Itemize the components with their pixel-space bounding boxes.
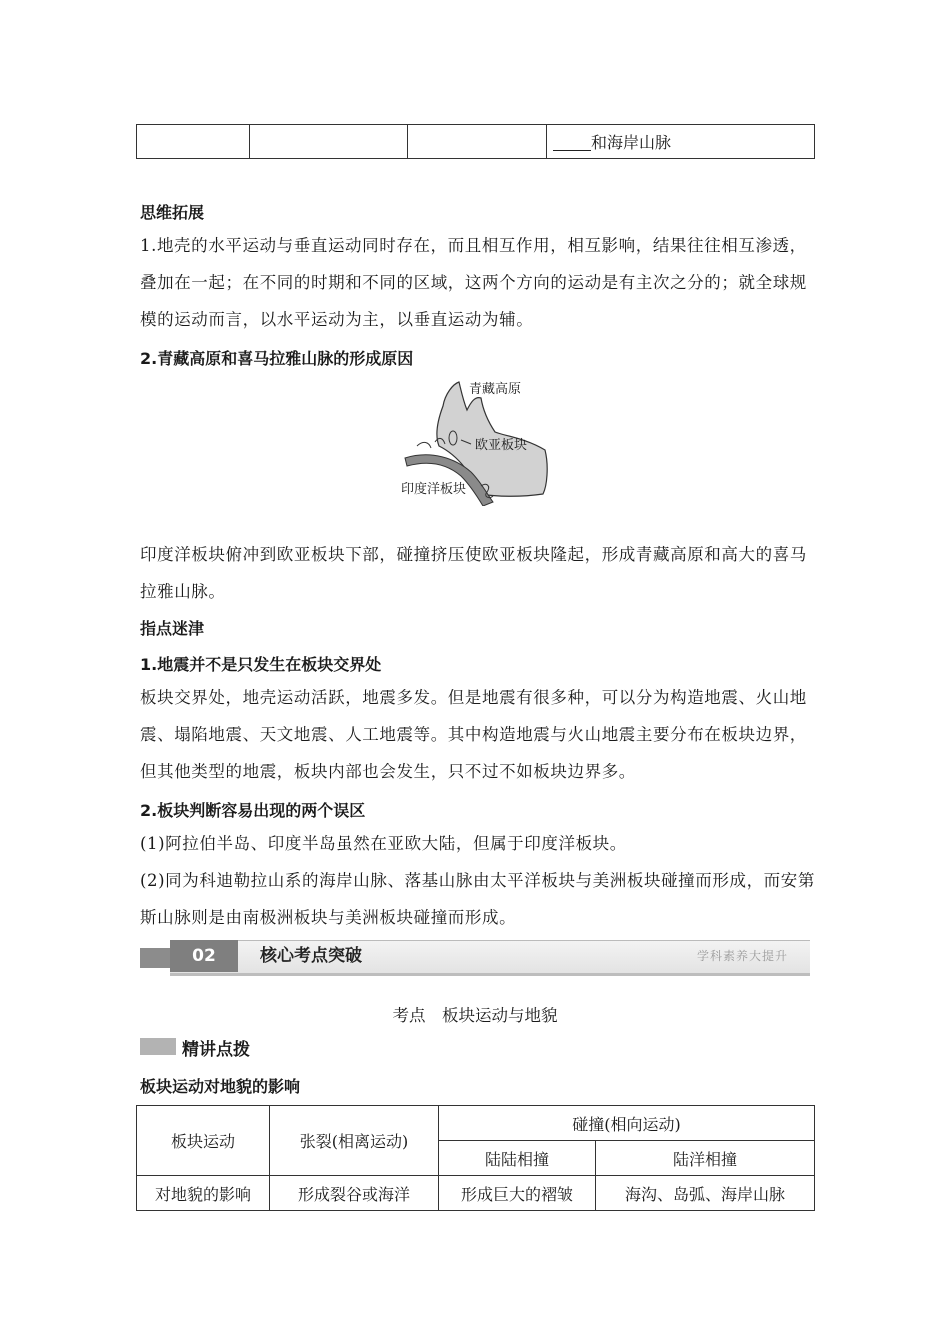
label-indian-plate: 印度洋板块 — [401, 482, 467, 497]
tips-paragraph-1: 板块交界处，地壳运动活跃，地震多发。但是地震有很多种，可以分为构造地震、火山地震、塌陷地震、天文地震、人工地震等。其中构造地震与火山地震主要分布在板块边界，但其他类型的地震，板块内部也会发生，只不过不如板块边界多。 — [140, 688, 807, 781]
cell-cc-effect: 形成巨大的褶皱 — [439, 1176, 596, 1211]
cell-co-effect: 海沟、岛弧、海岸山脉 — [596, 1176, 815, 1211]
banner-tag: 学科素养大提升 — [696, 949, 788, 963]
top-table-cell-1 — [137, 125, 250, 159]
section-label-text: 精讲点拨 — [182, 1040, 250, 1060]
table-row — [137, 1176, 815, 1211]
banner-title: 核心考点突破 — [260, 946, 362, 966]
header-plate-motion: 板块运动 — [137, 1106, 270, 1176]
banner-accent-bar — [140, 948, 172, 968]
kaodian-title: 考点 板块运动与地貌 — [392, 1006, 558, 1025]
top-table-cell-2 — [250, 125, 408, 159]
tips-subheading-2: 2.板块判断容易出现的两个误区 — [140, 801, 366, 820]
section-label-bar — [140, 1038, 176, 1055]
header-collision: 碰撞(相向运动) — [439, 1106, 815, 1141]
top-table-cell-3 — [408, 125, 547, 159]
thinking-paragraph-1: 1.地壳的水平运动与垂直运动同时存在，而且相互作用，相互影响，结果往往相互渗透，叠加在一起；在不同的时期和不同的区域，这两个方向的运动是有主次之分的；就全球规模的运动而言，以水平运动为主，以垂直运动为辅。 — [140, 236, 807, 329]
cell-rift-effect: 形成裂谷或海洋 — [270, 1176, 439, 1211]
thinking-paragraph-2: 印度洋板块俯冲到欧亚板块下部，碰撞挤压使欧亚板块隆起，形成青藏高原和高大的喜马拉雅山脉。 — [140, 545, 807, 601]
tips-heading: 指点迷津 — [140, 619, 205, 638]
table-title: 板块运动对地貌的影响 — [140, 1077, 301, 1096]
row-label-landform-effect: 对地貌的影响 — [137, 1176, 270, 1211]
tips-paragraph-2a: (1)阿拉伯半岛、印度半岛虽然在亚欧大陆，但属于印度洋板块。 — [140, 834, 627, 853]
label-eurasian-plate: 欧亚板块 — [475, 438, 528, 453]
tips-subheading-1: 1.地震并不是只发生在板块交界处 — [140, 655, 382, 674]
plate-collision-diagram — [395, 376, 555, 506]
section-banner — [140, 940, 810, 974]
plate-motion-table — [136, 1105, 815, 1211]
thinking-heading: 思维拓展 — [140, 203, 205, 222]
tips-paragraph-2b: (2)同为科迪勒拉山系的海岸山脉、落基山脉由太平洋板块与美洲板块碰撞而形成，而安第斯山脉则是由南极洲板块与美洲板块碰撞而形成。 — [140, 871, 815, 927]
fill-blank — [553, 134, 591, 151]
banner-number: 02 — [170, 940, 238, 972]
header-continent-ocean: 陆洋相撞 — [596, 1141, 815, 1176]
label-plateau: 青藏高原 — [469, 382, 522, 397]
header-rift: 张裂(相离运动) — [270, 1106, 439, 1176]
top-table-cell-text: 和海岸山脉 — [591, 133, 672, 152]
header-continent-continent: 陆陆相撞 — [439, 1141, 596, 1176]
thinking-subheading-2: 2.青藏高原和喜马拉雅山脉的形成原因 — [140, 349, 414, 368]
top-table-fragment — [136, 124, 815, 159]
top-table-cell-4 — [547, 125, 815, 159]
